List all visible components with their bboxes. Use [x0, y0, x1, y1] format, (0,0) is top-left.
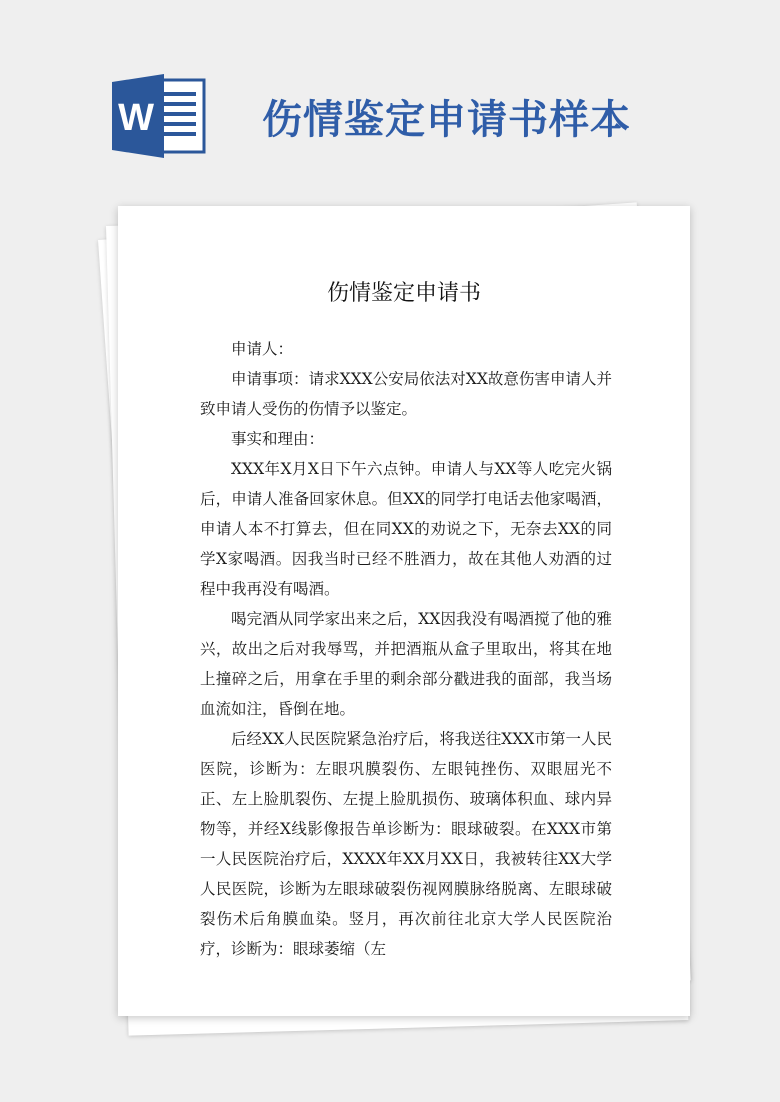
document-body	[200, 334, 612, 964]
document-title: 伤情鉴定申请书	[326, 281, 481, 306]
paragraph-request: 申请事项：请求XXX公安局依法对XX故意伤害申请人并致申请人受伤的伤情予以鉴定。	[200, 370, 612, 418]
svg-text:W: W	[118, 97, 154, 139]
header-banner	[0, 0, 780, 200]
header-title: 伤情鉴定申请书样本	[262, 97, 631, 143]
document-page	[118, 206, 690, 1016]
paragraph-facts-2: 喝完酒从同学家出来之后，XX因我没有喝酒搅了他的雅兴，故出之后对我辱骂，并把酒瓶从盒子里取出，将其在地上撞碎之后，用拿在手里的剩余部分戳进我的面部，我当场血流如注，昏倒在地。	[200, 610, 612, 718]
paragraph-facts-1: XXX年X月X日下午六点钟。申请人与XX等人吃完火锅后，申请人准备回家休息。但XX的同学打电话去他家喝酒，申请人本不打算去，但在同XX的劝说之下，无奈去XX的同学X家喝酒。因我当时已经不胜酒力，故在其他人劝酒的过程中我再没有喝酒。	[200, 460, 612, 598]
paragraph-facts-heading: 事实和理由：	[231, 430, 325, 448]
paragraph-applicant: 申请人：	[231, 340, 294, 358]
word-document-icon	[112, 74, 208, 158]
paragraph-facts-3: 后经XX人民医院紧急治疗后，将我送往XXX市第一人民医院，诊断为：左眼巩膜裂伤、左眼钝挫伤、双眼屈光不正、左上脸肌裂伤、左提上脸肌损伤、玻璃体积血、球内异物等，并经X线影像报告单诊断为：眼球破裂。在XXX市第一人民医院治疗后，XXXX年XX月XX日，我被转往XX大学人民医院，诊断为左眼球破裂伤视网膜脉络脱离、左眼球破裂伤术后角膜血染。竖月，再次前往北京大学人民医院治疗，诊断为：眼球萎缩（左	[200, 730, 612, 958]
